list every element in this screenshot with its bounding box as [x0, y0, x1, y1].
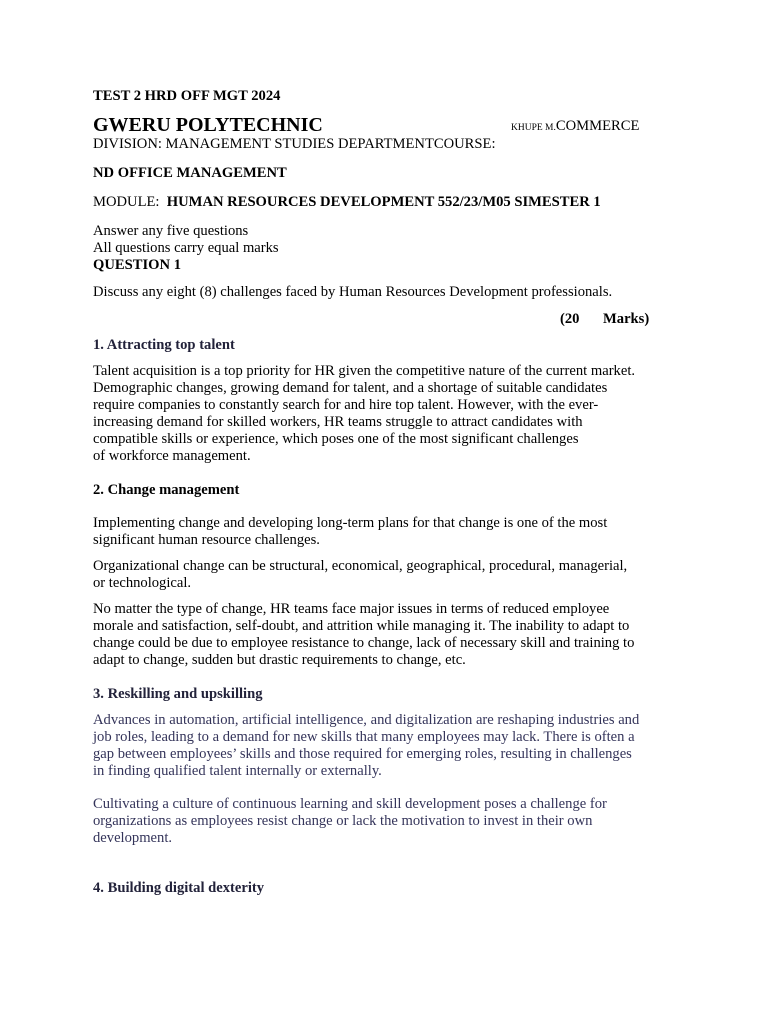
- paragraph-line: Organizational change can be structural, economical, geographical, procedural, managerial,: [93, 558, 628, 574]
- section-3-paragraph-1: [93, 712, 683, 780]
- test-title: TEST 2 HRD OFF MGT 2024: [93, 88, 281, 104]
- paragraph-line: Demographic changes, growing demand for talent, and a shortage of suitable candidates: [93, 380, 608, 396]
- section-2-heading: 2. Change management: [93, 482, 240, 498]
- author-info: [511, 118, 639, 135]
- paragraph-line: of workforce management.: [93, 448, 251, 464]
- section-4-heading: 4. Building digital dexterity: [93, 880, 265, 896]
- section-3-heading: 3. Reskilling and upskilling: [93, 686, 263, 702]
- paragraph-line: increasing demand for skilled workers, HR teams struggle to attract candidates with: [93, 414, 583, 430]
- section-1-heading: 1. Attracting top talent: [93, 337, 235, 353]
- paragraph-line: gap between employees’ skills and those required for emerging roles, resulting in challenges: [93, 746, 632, 762]
- division-line: DIVISION: MANAGEMENT STUDIES DEPARTMENTCOURSE:: [93, 136, 496, 152]
- section-2-paragraph-1: [93, 515, 683, 549]
- paragraph-line: compatible skills or experience, which poses one of the most significant challenges: [93, 431, 579, 447]
- instruction-line-1: Answer any five questions: [93, 223, 249, 239]
- marks-word: Marks): [603, 311, 650, 327]
- paragraph-line: Cultivating a culture of continuous learning and skill development poses a challenge for: [93, 796, 607, 812]
- paragraph-line: morale and satisfaction, self-doubt, and attrition while managing it. The inability to adapt to: [93, 618, 630, 634]
- section-2-paragraph-3: [93, 601, 683, 669]
- section-2-paragraph-2: [93, 558, 683, 592]
- section-1-paragraph: [93, 363, 683, 465]
- paragraph-line: or technological.: [93, 575, 192, 591]
- paragraph-line: significant human resource challenges.: [93, 532, 320, 548]
- module-line: [93, 194, 601, 211]
- paragraph-line: job roles, leading to a demand for new skills that many employees may lack. There is often a: [93, 729, 635, 745]
- institution-name: GWERU POLYTECHNIC: [93, 114, 323, 136]
- paragraph-line: development.: [93, 830, 173, 846]
- author-name: KHUPE M.: [511, 123, 556, 133]
- paragraph-line: organizations as employees resist change or lack the motivation to invest in their own: [93, 813, 593, 829]
- author-department: COMMERCE: [555, 118, 640, 134]
- section-3-paragraph-2: [93, 796, 683, 847]
- paragraph-line: Implementing change and developing long-term plans for that change is one of the most: [93, 515, 608, 531]
- module-label: MODULE:: [93, 194, 160, 210]
- module-name: HUMAN RESOURCES DEVELOPMENT 552/23/M05 SIMESTER 1: [166, 194, 601, 210]
- marks-number: (20: [560, 311, 580, 327]
- paragraph-line: change could be due to employee resistance to change, lack of necessary skill and training to: [93, 635, 635, 651]
- course-name: ND OFFICE MANAGEMENT: [93, 165, 287, 181]
- paragraph-line: No matter the type of change, HR teams face major issues in terms of reduced employee: [93, 601, 610, 617]
- instruction-line-2: All questions carry equal marks: [93, 240, 279, 256]
- paragraph-line: Talent acquisition is a top priority for HR given the competitive nature of the current market.: [93, 363, 636, 379]
- paragraph-line: adapt to change, sudden but drastic requirements to change, etc.: [93, 652, 466, 668]
- question-title: QUESTION 1: [93, 257, 181, 273]
- paragraph-line: in finding qualified talent internally or externally.: [93, 763, 382, 779]
- question-text: Discuss any eight (8) challenges faced by Human Resources Development professionals.: [93, 284, 613, 300]
- paragraph-line: require companies to constantly search for and hire top talent. However, with the ever-: [93, 397, 599, 413]
- paragraph-line: Advances in automation, artificial intelligence, and digitalization are reshaping industries and: [93, 712, 640, 728]
